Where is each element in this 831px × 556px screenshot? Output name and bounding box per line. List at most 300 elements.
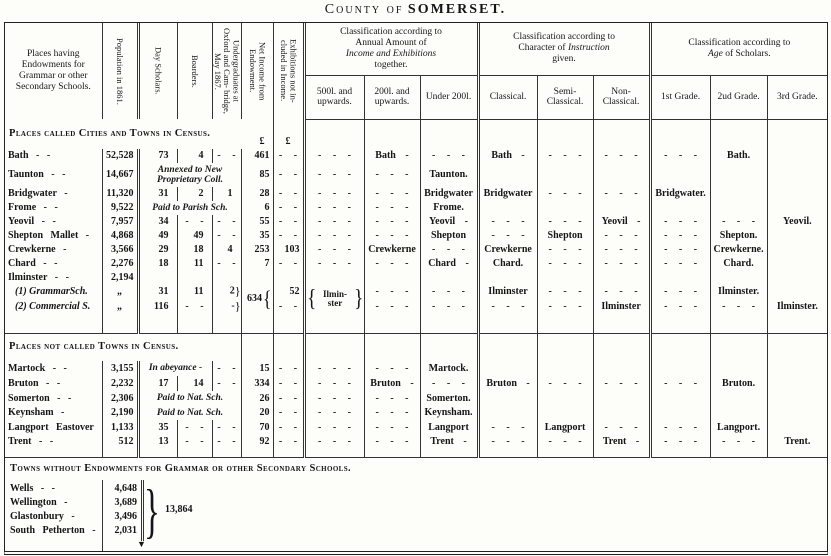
classification-place: Ilmin- ster (323, 288, 348, 308)
table-cell: - - (273, 435, 304, 449)
table-cell: - - - (364, 284, 420, 299)
table-cell (537, 449, 593, 457)
table-frame (4, 22, 828, 555)
table-cell: 4 (212, 243, 241, 257)
table-cell: Shepton. (710, 229, 767, 243)
table-cell (537, 271, 593, 284)
table-row (5, 257, 827, 271)
table-cell: - - (212, 420, 241, 435)
table-cell: - - - (537, 243, 593, 257)
group-amount-line1: Classification according to (340, 26, 442, 37)
table-cell: - - - (364, 299, 420, 314)
table-cell: 461 (241, 149, 273, 163)
table-cell: 28 (241, 187, 273, 201)
table-cell: - - (273, 391, 304, 406)
table-cell (273, 449, 304, 457)
table-cell: (1) GrammarSch. (15, 285, 88, 297)
undergrad-value: - (231, 300, 235, 312)
table-cell (650, 163, 710, 187)
table-row (5, 361, 827, 376)
table-row (5, 215, 827, 229)
table-cell: „ (102, 284, 138, 299)
table-cell (273, 314, 304, 333)
table-cell: Bath. (710, 149, 767, 163)
table-cell: - - (212, 229, 241, 243)
table-cell (212, 299, 241, 314)
table-cell (593, 314, 650, 333)
col-header-2nd-grade: 2ud Grade. (710, 75, 767, 119)
table-cell (593, 163, 650, 187)
table-cell: - - (273, 376, 304, 391)
table-cell (710, 406, 767, 420)
table-cell: Bath - (478, 149, 537, 163)
table-cell: Ilminster (478, 284, 537, 299)
table-cell: - - - (593, 229, 650, 243)
table-row (5, 435, 827, 449)
table-cell: Chard - - (8, 258, 58, 269)
table-cell: - - (177, 420, 212, 435)
table-cell: - - - (650, 420, 710, 435)
table-cell: Somerton. (420, 391, 478, 406)
table-cell: - - (273, 201, 304, 215)
table-cell: Taunton - - (8, 169, 66, 180)
table-cell: - - - (420, 243, 478, 257)
table-cell (304, 333, 364, 361)
table-cell: (2) Commercial S. (15, 300, 91, 312)
table-cell: 13 (138, 435, 177, 449)
table-cell: - - - (478, 229, 537, 243)
table-cell: - - - (364, 187, 420, 201)
table-cell: - - - (710, 299, 767, 314)
table-cell: 31 (138, 187, 177, 201)
table-cell: - - - (593, 376, 650, 391)
table-cell (212, 284, 241, 299)
brace-icon: { (262, 285, 272, 311)
table-row (5, 420, 827, 435)
table-cell: - - - (364, 257, 420, 271)
table-cell: - - - (304, 163, 364, 187)
table-cell: - - - (364, 229, 420, 243)
table-cell: 4 (177, 149, 212, 163)
table-cell: - - - (478, 435, 537, 449)
table-cell: Shepton (420, 229, 478, 243)
table-cell: - - - (304, 215, 364, 229)
table-cell (420, 119, 478, 149)
table-cell: 2,194 (102, 271, 138, 284)
table-cell: Yeovil - (593, 215, 650, 229)
table-cell: - - - (593, 420, 650, 435)
page-title (0, 2, 831, 18)
table-cell: 70 (241, 420, 273, 435)
table-cell: - - (212, 435, 241, 449)
table-cell: Bruton - (478, 376, 537, 391)
table-cell (420, 314, 478, 333)
table-cell: - - - (364, 406, 420, 420)
table-cell: - - (212, 149, 241, 163)
table-cell: - - - (364, 163, 420, 187)
table-cell: Chard - (420, 257, 478, 271)
table-cell: Somerton - - (8, 392, 72, 404)
table-cell: Keynsham. (420, 406, 478, 420)
table-cell: 11,320 (102, 187, 138, 201)
table-cell (5, 449, 102, 457)
brace-icon: } (234, 299, 241, 314)
table-cell: Trent - - (8, 436, 54, 447)
col-header-non-classical: Non-Classical. (593, 75, 650, 119)
table-cell: - - - (650, 215, 710, 229)
table-cell (650, 271, 710, 284)
table-cell: Langport Eastover (8, 421, 94, 433)
table-cell (767, 333, 827, 361)
table-cell: Yeovil. (767, 215, 827, 229)
table-cell: - - (273, 361, 304, 376)
table-cell (138, 271, 177, 284)
table-cell: Langport (537, 420, 593, 435)
table-cell: - - (273, 163, 304, 187)
table-row (5, 271, 827, 284)
table-cell: - - - (304, 361, 364, 376)
table-cell: - - - (304, 187, 364, 201)
table-cell: 52 (273, 284, 304, 299)
brace-icon: } (144, 477, 160, 544)
table-cell (593, 391, 650, 406)
table-cell: 1,133 (102, 420, 138, 435)
table-cell (478, 201, 537, 215)
table-cell: - - - (593, 257, 650, 271)
col-header-boarders-text: Boarders. (190, 54, 201, 88)
table-cell: Ilminster. (767, 299, 827, 314)
population-value: 3,689 (114, 496, 137, 508)
table-cell (767, 257, 827, 271)
table-cell: 1 (212, 187, 241, 201)
table-cell: - - - (650, 243, 710, 257)
table-cell (593, 333, 650, 361)
table-cell: 2,190 (102, 406, 138, 420)
table-cell: 6 (241, 201, 273, 215)
table-row (5, 406, 827, 420)
col-header-population-text: Population in 1861. (115, 37, 126, 105)
table-cell: - - - (650, 376, 710, 391)
col-header-1st-grade: 1st Grade. (650, 75, 710, 119)
col-header-day-scholars (138, 23, 177, 119)
table-cell (273, 271, 304, 284)
table-cell: Shepton Mallet - (8, 230, 90, 241)
table-cell: Taunton. (420, 163, 478, 187)
table-cell: 3,155 (102, 361, 138, 376)
table-cell (177, 449, 212, 457)
group-header-age (650, 23, 827, 75)
table-cell (273, 333, 304, 361)
table-cell: 49 (138, 229, 177, 243)
table-cell: Crewkerne - (8, 244, 67, 255)
table-cell: Ilminster. (710, 284, 767, 299)
col-header-classical: Classical. (478, 75, 537, 119)
table-cell: 15 (241, 361, 273, 376)
table-cell (241, 271, 273, 284)
col-header-boarders (177, 23, 212, 119)
table-cell: Shepton (537, 229, 593, 243)
section-without-endowments-row (5, 457, 827, 551)
table-cell (767, 229, 827, 243)
table-cell: Yeovil - (420, 215, 478, 229)
table-cell: - - - (537, 376, 593, 391)
table-note-cell: In abeyance - (138, 361, 212, 376)
table-cell: 2,306 (102, 391, 138, 406)
table-cell (767, 361, 827, 376)
table-cell (537, 333, 593, 361)
table-cell (710, 119, 767, 149)
table-cell: Bruton. (710, 376, 767, 391)
table-cell (364, 119, 420, 149)
table-cell (241, 333, 273, 361)
table-cell: 35 (138, 420, 177, 435)
table-cell (767, 163, 827, 187)
table-cell: - - (212, 257, 241, 271)
table-cell (710, 361, 767, 376)
table-cell: - - - (420, 376, 478, 391)
table-cell: 2 (177, 187, 212, 201)
table-cell (593, 119, 650, 149)
table-cell (710, 314, 767, 333)
section-not-towns-title: Places not called Towns in Census. (5, 333, 241, 361)
table-cell: 85 (241, 163, 273, 187)
table-cell (304, 449, 364, 457)
table-cell: - - - (537, 215, 593, 229)
table-cell: Frome - - (8, 202, 58, 213)
table-cell (5, 314, 102, 333)
group-instruction-line3: given. (552, 54, 576, 65)
col-header-undergraduates (212, 23, 241, 119)
section-without-title: Towns without Endowments for Grammar or other Secondary Schools. (10, 462, 352, 474)
table-cell: - - - (478, 215, 537, 229)
table-cell: - - - (593, 149, 650, 163)
brace-icon: } (354, 286, 364, 312)
section-not-towns-header-row (5, 333, 827, 361)
table-cell (364, 449, 420, 457)
table-cell: - - - (593, 243, 650, 257)
table-cell (478, 314, 537, 333)
table-cell: - - - (364, 391, 420, 406)
table-cell: - - (273, 420, 304, 435)
table-cell: 18 (177, 243, 212, 257)
table-note-cell: Annexed to New Proprietary Coll. (138, 163, 241, 187)
table-cell: 52,528 (102, 149, 138, 163)
table-cell (767, 376, 827, 391)
table-cell: - - - (537, 149, 593, 163)
table-cell (650, 449, 710, 457)
pound-sign-exhibitions: £ (273, 119, 304, 149)
table-cell: - - - (537, 299, 593, 314)
table-row (5, 391, 827, 406)
header-group-row (5, 23, 827, 75)
table-cell (241, 314, 273, 333)
table-cell: - - - (650, 149, 710, 163)
table-cell (537, 391, 593, 406)
table-cell: 7 (241, 257, 273, 271)
table-cell: Bruton - - (8, 377, 61, 389)
table-cell: Chard. (710, 257, 767, 271)
table-cell: Keynsham - (8, 407, 65, 418)
table-cell (212, 314, 241, 333)
table-cell: - - - (650, 435, 710, 449)
table-cell: Crewkerne (364, 243, 420, 257)
table-cell: - - - (304, 257, 364, 271)
col-header-200-upwards: 200l. and upwards. (364, 75, 420, 119)
group-age-line2b: of Scholars. (722, 48, 771, 59)
table-cell: Martock. (420, 361, 478, 376)
table-cell (537, 119, 593, 149)
table-cell: - - (212, 376, 241, 391)
table-cell (537, 163, 593, 187)
table-row (5, 243, 827, 257)
table-cell (767, 449, 827, 457)
table-cell: - - (273, 406, 304, 420)
table-note-cell: Paid to Nat. Sch. (138, 391, 241, 406)
table-cell (650, 361, 710, 376)
table-row (5, 163, 827, 187)
table-cell: - - (273, 187, 304, 201)
group-instruction-line1: Classification according to (513, 32, 615, 43)
table-cell: - - - (650, 257, 710, 271)
table-cell (102, 314, 138, 333)
table-cell: Martock - - (8, 362, 67, 374)
table-cell (537, 406, 593, 420)
table-cell (767, 406, 827, 420)
table-cell (364, 314, 420, 333)
table-cell (537, 314, 593, 333)
table-cell: 11 (177, 284, 212, 299)
table-cell: - - - (304, 420, 364, 435)
table-cell: - - - (304, 201, 364, 215)
table-cell (212, 271, 241, 284)
col-header-net-income (241, 23, 273, 119)
table-cell: - - - (304, 376, 364, 391)
table-cell: 92 (241, 435, 273, 449)
brace-icon: } (234, 284, 241, 299)
table-cell (650, 119, 710, 149)
group-header-annual-amount (304, 23, 478, 75)
table-row (5, 201, 827, 215)
col-header-day-scholars-text: Day Scholars. (153, 47, 164, 95)
table-cell: 14 (177, 376, 212, 391)
table-cell (212, 449, 241, 457)
table-cell (767, 187, 827, 201)
table-cell (420, 449, 478, 457)
table-cell: Trent - (593, 435, 650, 449)
title-prefix: County of (324, 2, 404, 17)
col-header-semi-classical: Semi-Classical. (537, 75, 593, 119)
table-cell: 14,667 (102, 163, 138, 187)
table-cell: - - - (537, 435, 593, 449)
table-cell: Bath - (364, 149, 420, 163)
table-cell: - - - (537, 284, 593, 299)
table-cell: - - (212, 361, 241, 376)
table-cell (241, 284, 273, 314)
table-cell (767, 284, 827, 299)
list-item: Wellington - (10, 496, 68, 508)
table-cell: - - - (420, 149, 478, 163)
population-total: 13,864 (165, 503, 193, 515)
table-cell: - - (177, 215, 212, 229)
pound-sign-income: £ (259, 136, 265, 147)
table-cell (710, 201, 767, 215)
table-cell (710, 333, 767, 361)
table-cell: 9,522 (102, 201, 138, 215)
table-cell (650, 406, 710, 420)
table-cell (593, 406, 650, 420)
table-row (5, 149, 827, 163)
table-cell: - - - (364, 435, 420, 449)
table-note-cell: Paid to Nat. Sch. (138, 406, 241, 420)
brace-icon: { (306, 286, 316, 312)
table-cell (593, 449, 650, 457)
table-cell (241, 449, 273, 457)
table-cell (420, 333, 478, 361)
table-row (5, 187, 827, 201)
undergrad-value: 2 (229, 285, 235, 297)
group-age-line1: Classification according to (688, 37, 791, 48)
table-cell (537, 361, 593, 376)
table-cell (138, 314, 177, 333)
spacer-row (5, 314, 827, 333)
table-cell (710, 271, 767, 284)
col-header-net-income-text: Net Income from Endowment. (248, 41, 268, 101)
list-item: South Petherton - (10, 524, 96, 536)
section-towns-title: Places called Cities and Towns in Census. (9, 128, 211, 139)
table-cell (710, 163, 767, 187)
table-cell (767, 420, 827, 435)
table-cell: 35 (241, 229, 273, 243)
title-county-name: SOMERSET. (407, 2, 507, 17)
table-cell (650, 391, 710, 406)
table-cell (767, 243, 827, 257)
col-header-under-200: Under 200l. (420, 75, 478, 119)
table-cell (710, 391, 767, 406)
table-cell: Bridgwater (420, 187, 478, 201)
table-cell (364, 271, 420, 284)
table-cell (138, 449, 177, 457)
table-cell: 49 (177, 229, 212, 243)
table-cell: - - - (650, 284, 710, 299)
group-header-instruction (478, 23, 650, 75)
table-cell: 3,566 (102, 243, 138, 257)
table-cell: Langport (420, 420, 478, 435)
table-cell: - - - (304, 391, 364, 406)
table-cell: 31 (138, 284, 177, 299)
table-cell (593, 361, 650, 376)
table-cell (478, 406, 537, 420)
table-cell: Bruton - (364, 376, 420, 391)
table-cell: Bath - - (8, 150, 51, 161)
table-cell: Crewkerne (478, 243, 537, 257)
col-header-places: Places having Endowments for Grammar or other Secondary Schools. (15, 49, 91, 92)
table-cell: - - - (537, 187, 593, 201)
table-cell: 334 (241, 376, 273, 391)
table-cell: 512 (102, 435, 138, 449)
table-cell: - - - (420, 299, 478, 314)
table-cell (650, 314, 710, 333)
table-cell (304, 314, 364, 333)
table-cell (478, 163, 537, 187)
table-cell: „ (102, 299, 138, 314)
table-row (5, 284, 827, 299)
table-cell (478, 361, 537, 376)
table-cell: - - - (304, 229, 364, 243)
col-header-exhibitions-text: Exhibitions not in- cluded in Income. (279, 39, 299, 103)
col-header-500-upwards: 500l. and upwards. (304, 75, 364, 119)
table-cell: - - (273, 229, 304, 243)
table-cell: - - - (364, 215, 420, 229)
